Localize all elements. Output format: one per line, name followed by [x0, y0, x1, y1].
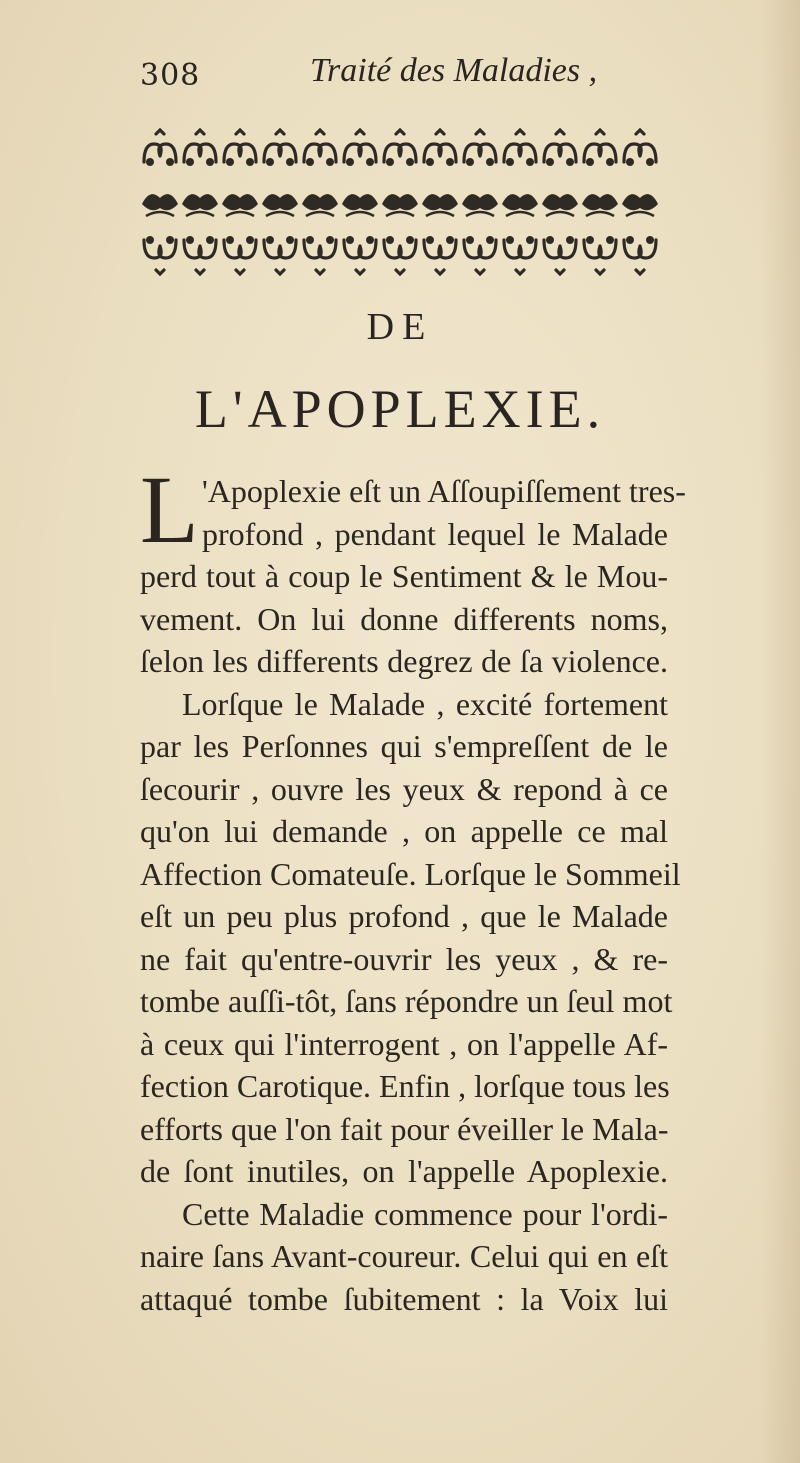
printer-ornament-band: [140, 128, 660, 278]
text-line: 'Apoplexie eſt un Aſſoupiſſement tres-: [202, 473, 686, 509]
running-title: Traité des Maladies ,: [310, 52, 598, 89]
drop-cap: L: [140, 456, 199, 563]
text-line: naire ſans Avant-coureur. Celui qui en eſt: [140, 1238, 668, 1274]
fleuron-ornament-icon: [140, 128, 660, 278]
text-line: à ceux qui l'interrogent , on l'appelle Af-: [140, 1025, 668, 1062]
text-line: ſelon les differents degrez de ſa violence.: [140, 643, 668, 679]
text-line: qu'on lui demande , on appelle ce mal: [140, 813, 668, 849]
text-line: profond , pendant lequel le Malade: [202, 515, 668, 552]
text-line: Lorſque le Malade , excité fortement: [182, 685, 668, 722]
text-line: vement. On lui donne differents noms,: [140, 600, 668, 637]
text-line: par les Perſonnes qui s'empreſſent de le: [140, 728, 668, 764]
text-line: fection Carotique. Enfin , lorſque tous les: [140, 1068, 670, 1104]
text-line: ſecourir , ouvre les yeux & repond à ce: [140, 770, 668, 807]
text-line: de ſont inutiles, on l'appelle Apoplexie.: [140, 1153, 668, 1189]
text-line: attaqué tombe ſubitement : la Voix lui: [140, 1280, 668, 1317]
text-line: Cette Maladie commence pour l'ordi-: [182, 1195, 668, 1232]
chapter-title: L'APOPLEXIE.: [194, 379, 606, 439]
text-line: tombe auſſi-tôt, ſans répondre un ſeul mot: [140, 983, 673, 1019]
body-text: [140, 456, 686, 1320]
text-line: ne fait qu'entre-ouvrir les yeux , & re-: [140, 940, 668, 977]
text-line: efforts que l'on fait pour éveiller le Mala-: [140, 1110, 669, 1147]
page-number: 308: [140, 58, 201, 93]
heading-de: DE: [366, 306, 434, 348]
page-header: [140, 52, 660, 102]
text-line: Affection Comateuſe. Lorſque le Sommeil: [140, 855, 681, 892]
text-line: perd tout à coup le Sentiment & le Mou-: [140, 558, 668, 594]
text-line: eſt un peu plus profond , que le Malade: [140, 898, 668, 934]
